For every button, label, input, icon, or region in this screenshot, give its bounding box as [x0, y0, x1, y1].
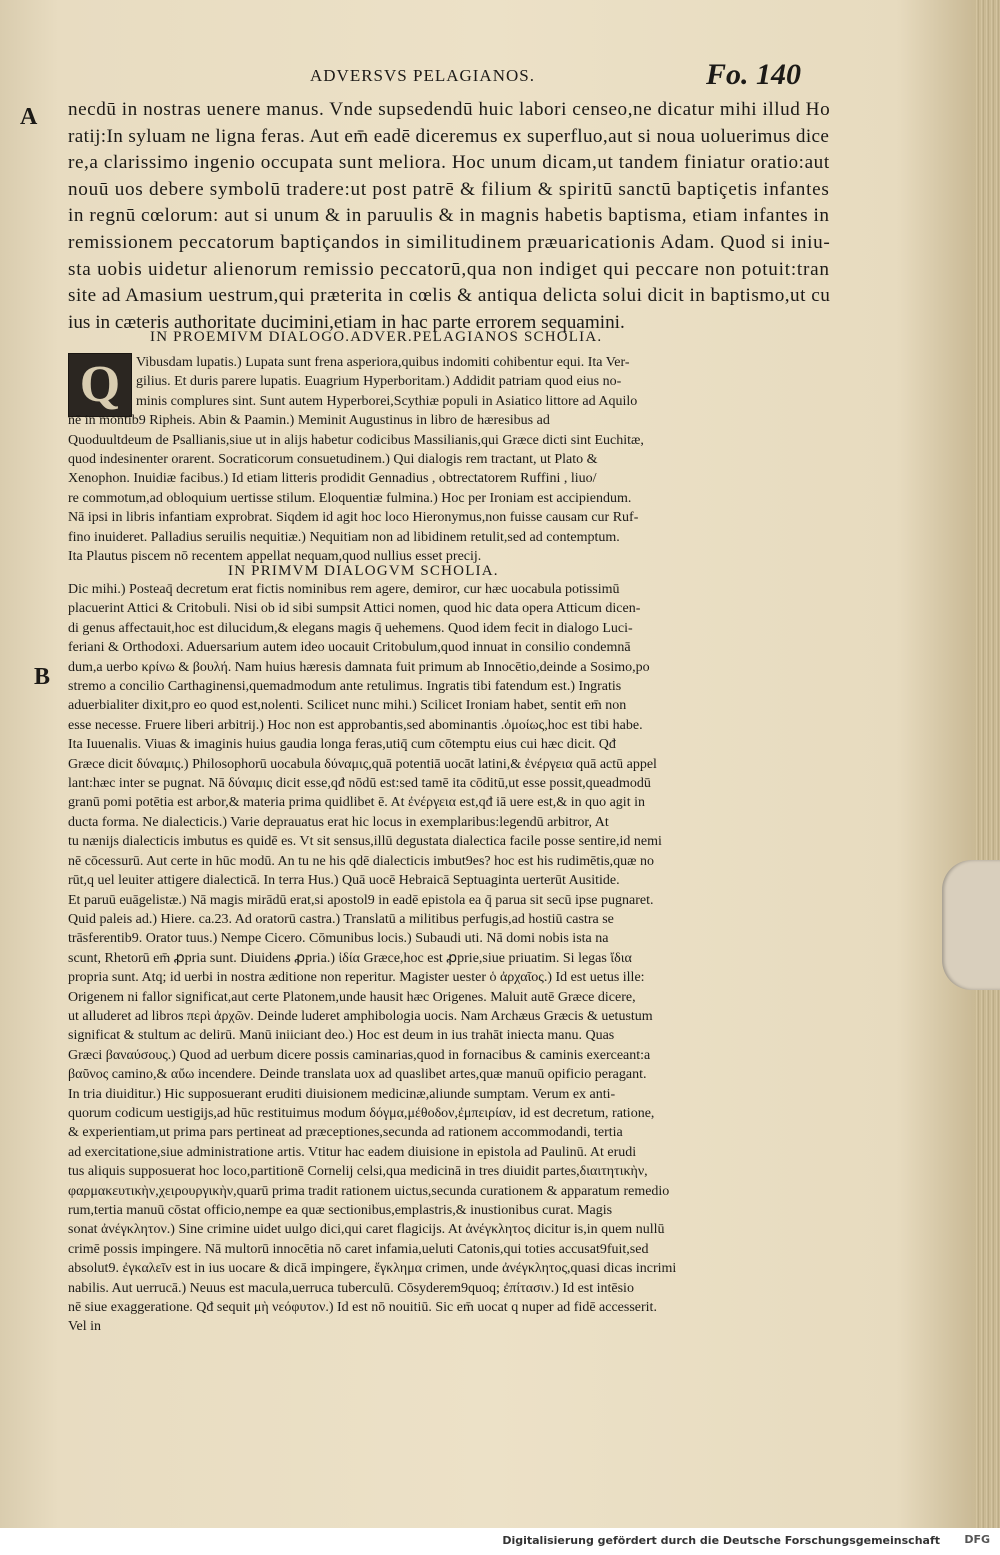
- text-line: ius in cæteris authoritate ducimini,etiam in hac parte errorem sequamini.: [68, 311, 625, 333]
- footer-bar: [0, 1528, 1000, 1555]
- text-line: in regnū cœlorum: aut si unum & in paruulis & in magnis habetis baptisma, etiam infantes in: [68, 205, 830, 227]
- text-line: ducta forma. Ne dialecticis.) Varie deprauatus erat hic locus in exemplaribus:legendū arbitror, At: [68, 814, 609, 830]
- scholia-proemium: [68, 353, 830, 566]
- text-line: necdū in nostras uenere manus. Vnde supsedendū huic labori censeo,ne dicatur mihi illud Ho: [68, 99, 830, 120]
- text-line: Vibusdam lupatis.) Lupata sunt frena asperiora,quibus indomiti cohibentur equi. Ita Ver-: [136, 355, 630, 370]
- text-line: placuerint Attici & Critobuli. Nisi ob id sibi sumpsit Attici nomen, quod hic data opera Atticum dicen-: [68, 601, 641, 617]
- text-line: quorum codicum uestigijs,ad hūc restituimus modum δόγμα,μέθοδον,ἐμπειρίαν, id est decretum, ratione,: [68, 1105, 655, 1121]
- text-line: Ita Iuuenalis. Viuas & imaginis huius gaudia longa feras,utiq̄ cum cōtemptu eius cui hæc dicit. Qđ: [68, 737, 616, 753]
- text-line: ut alluderet ad libros περὶ ἀρχῶν. Deinde luderet amphibologia uocis. Nam Archæus Græcis & uetustum: [68, 1008, 653, 1024]
- text-line: Nā ipsi in libris infantiam exprobrat. Siqdem id agit hoc loco Hieronymus,non fuisse causam cur Ruf-: [68, 510, 639, 526]
- text-line: Dic mihi.) Posteaq̄ decretum erat fictis nominibus rem agere, demiror, cur hæc uocabula potissimū: [68, 582, 620, 597]
- text-line: Vel in: [68, 1319, 102, 1335]
- margin-letter-b: B: [34, 664, 51, 690]
- text-line: site ad Amasium uestrum,qui præterita in cœlis & antiqua delicta solui dicit in baptismo,ut cu: [68, 285, 830, 307]
- text-line: nē cōcessurū. Aut certe in hūc modū. An tu ne his qdē dialecticis imbut9es? hoc est his rudimētis,quæ no: [68, 853, 654, 869]
- text-line: Græci βαναύσους.) Quod ad uerbum dicere possis caminarias,quod in fornacibus & caminis exerceant:a: [68, 1047, 651, 1063]
- text-line: ratij:In syluam ne ligna feras. Aut em̄ eadē diceremus ex superfluo,aut si noua uoluerimus dice: [68, 125, 830, 147]
- text-line: βαῦνος camino,& αὔω incendere. Deinde translata uox ad quaslibet artes,quæ manuū opificio peragant.: [68, 1067, 647, 1083]
- text-line: re,a clarissimo ingenio occupata sunt meliora. Hoc unum dicam,ut tandem finiatur oratio:aut: [68, 152, 830, 174]
- heading-primum-scholia: IN PRIMVM DIALOGVM SCHOLIA.: [228, 563, 499, 579]
- margin-letter-a: A: [20, 104, 38, 130]
- text-line: Xenophon. Inuidiæ facibus.) Id etiam litteris prodidit Gennadius , obtrectatorem Ruffini , liuo/: [68, 471, 597, 487]
- text-line: dum,a uerbo κρίνω & βουλή. Nam huius hæresis damnata fuit primum ab Innocētio,deinde a Sosimo,po: [68, 659, 650, 675]
- text-line: rum,tertia manuū cōstat officio,nempe ea quæ sectionibus,emplastris,& inustionibus curat. Magis: [68, 1203, 613, 1218]
- text-line: fino inuideret. Palladius seruilis nequitiæ.) Nequitiam non ad libidinem retulit,sed ad contemptum.: [68, 529, 620, 545]
- main-text: [68, 97, 830, 336]
- text-line: propria sunt. Atq; id uerbi in nostra æditione non reperitur. Magister uester ὁ ἀρχαῖος.) Id est uetus ille:: [68, 970, 645, 986]
- folio-number: Fo. 140: [706, 58, 802, 91]
- text-line: lant:hæc inter se pugnat. Nā δύναμις dicit esse,qđ nōdū est:sed tamē ita cōditū,ut esse possit,queadmodū: [68, 776, 651, 792]
- text-line: ad exercitatione,siue administratione artis. Vtitur hac eadem diuisione in epistola ad Paulinū. At erudi: [68, 1144, 637, 1160]
- text-line: nē siue exaggeratione. Qđ sequit μὴ νεόφυτον.) Id est nō nouitiū. Sic em̄ uocat q nuper ad fidē accesserit.: [68, 1300, 657, 1316]
- decorated-initial: Q: [68, 353, 132, 417]
- bookmark-tab: [942, 860, 1000, 990]
- text-line: sonat ἀνέγκλητον.) Sine crimine uidet uulgo dici,qui caret flagicijs. At ἀνέγκλητος dicitur is,in quem nullū: [68, 1222, 665, 1238]
- text-line: φαρμακευτικὴν,χειρουργικὴν,quarū prima tradit rationem uictus,secunda curationem & apparatum remedio: [68, 1183, 670, 1199]
- page-edges: [975, 0, 1000, 1528]
- text-line: Et paruū euāgelistæ.) Nā magis mirādū erat,si apostol9 in eadē epistola ea q̄ parua sit secū ipse pugnaret.: [68, 892, 654, 908]
- text-line: Quid paleis ad.) Hiere. ca.23. Ad oratorū castra.) Translatū a militibus perfugis,ad hostiū castra se: [68, 911, 614, 927]
- text-line: remissionem peccatorum baptiçandos in similitudinem præuaricationis Adam. Quod si iniu-: [68, 231, 830, 253]
- text-line: Origenem ni fallor significat,aut certe Platonem,unde hausit hæc Origenes. Maluit autē Græce dicere,: [68, 989, 636, 1005]
- text-line: nabilis. Aut uerrucā.) Neuus est macula,uerruca tuberculū. Cōsyderem9quoq; ἐπίτασιν.) Id est intēsio: [68, 1280, 634, 1296]
- text-line: significat & stultum ac delirū. Manū iniiciant deo.) Hoc est deum in ius trahāt iniecta manu. Quas: [68, 1028, 615, 1044]
- text-line: granū pomi potētia est arbor,& materia prima quidlibet ē. At ἐνέργεια est,qđ iā uere est,& in quo agit in: [68, 795, 645, 811]
- text-line: rūt,q uel leuiter attigere dialecticā. In terra Hus.) Quā uocē Hebraicā Septuaginta uerterūt Ausitide.: [68, 873, 620, 889]
- text-line: quod indesinenter orarent. Socraticorum consuetudinem.) Qui dialogis rem tractant, ut Plato &: [68, 452, 598, 468]
- text-line: aduerbialiter dixit,pro eo quod est,nolenti. Scilicet nunc mihi.) Scilicet Ironiam habet, sentit em̄ non: [68, 698, 627, 714]
- text-line: sta uobis uidetur alienorum remissio peccatorū,qua non indiget qui peccare non potuit:tran: [68, 258, 830, 280]
- footer-credit: Digitalisierung gefördert durch die Deutsche Forschungsgemeinschaft: [502, 1534, 940, 1547]
- text-line: stremo a concilio Carthaginensi,quemadmodum ante retulimus. Ingratis tibi fatendum est.) Ingratis: [68, 679, 622, 695]
- text-line: scunt, Rhetorū em̄ ꝓpria sunt. Diuidens ꝓpria.) ἰδία Græce,hoc est ꝓprie,siue priuatim. Si legas ἴδια: [68, 950, 632, 966]
- text-line: crimē possis impingere. Nā multorū innocētia nō caret infamia,ueluti Catonis,qui toties accusat9fuit,sed: [68, 1241, 649, 1257]
- text-line: Græce dicit δύναμις.) Philosophorū uocabula δύναμις,quā potentiā uocāt latini,& ἐνέργεια quā actū appel: [68, 756, 657, 772]
- text-line: di genus affectauit,hoc est dilucidum,& elegans magis q̄ uehemens. Quod idem fecit in dialogo Luci-: [68, 620, 633, 636]
- text-line: Quoduultdeum de Psallianis,siue ut in alijs habetur codicibus Massilianis,qui Græce dicti sint Euchitæ,: [68, 432, 644, 448]
- heading-proemium-scholia: IN PROEMIVM DIALOGO.ADVER.PELAGIANOS SCHOLIA.: [150, 329, 603, 345]
- text-line: In tria diuiditur.) Hic supposuerant eruditi diuisionem medicinæ,aliunde sumptam. Verum ex anti-: [68, 1086, 616, 1102]
- scholia-primum-dialogum: [68, 580, 830, 1337]
- text-line: nouū uos debere symbolū tradere:ut post patrē & filium & spiritū sanctū baptiçetis infantes: [68, 178, 830, 200]
- text-line: feriani & Orthodoxi. Aduersarium autem ideo uocauit Critobulum,quod innuat in consilio condemnā: [68, 640, 631, 656]
- text-line: minis complures sint. Sunt autem Hyperborei,Scythiæ populi in Asiatico littore ad Aquilo: [136, 393, 638, 409]
- text-line: gilius. Et duris parere lupatis. Euagrium Hyperboritam.) Addidit patriam quod eius no-: [136, 374, 622, 390]
- text-line: tus aliquis supposuerat hoc loco,partitionē Cornelij celsi,qua medicinā in tres diuidit partes,διαιτητικὴν,: [68, 1164, 648, 1180]
- text-line: & experientiam,ut prima pars pertineat ad præceptiones,secunda ad rationem accommodandi, tertia: [68, 1125, 623, 1141]
- text-line: absolut9. ἐγκαλεῖν est in ius uocare & dicā impingere, ἔγκλημα crimen, unde ἀνέγκλητος,quasi dicas incrimi: [68, 1261, 677, 1277]
- text-line: re commotum,ad obloquium uertisse stilum. Eloquentiæ fulmina.) Hoc per Ironiam est accipiendum.: [68, 490, 632, 506]
- dfg-logo: DFG: [964, 1533, 990, 1546]
- text-line: tu nænijs dialecticis imbutus es quidē es. Vt sit sensus,illū degustata dialectica facile posse sentire,id nemi: [68, 834, 662, 850]
- text-line: nē in montib9 Ripheis. Abin & Paamin.) Meminit Augustinus in libro de hæresibus ad: [68, 413, 550, 429]
- running-head: ADVERSVS PELAGIANOS.: [310, 66, 535, 85]
- text-line: esse necesse. Fruere liberi arbitrij.) Hoc non est approbantis,sed abominantis .ὁμοίως,hoc est tibi habe.: [68, 717, 643, 733]
- text-line: trāsferentib9. Orator tuus.) Nempe Cicero. Cōmunibus locis.) Subaudi uti. Nā domi nobis ista na: [68, 931, 609, 947]
- text-line: Ita Plautus piscem nō recentem appellat nequam,quod nullius esset precij.: [68, 549, 482, 565]
